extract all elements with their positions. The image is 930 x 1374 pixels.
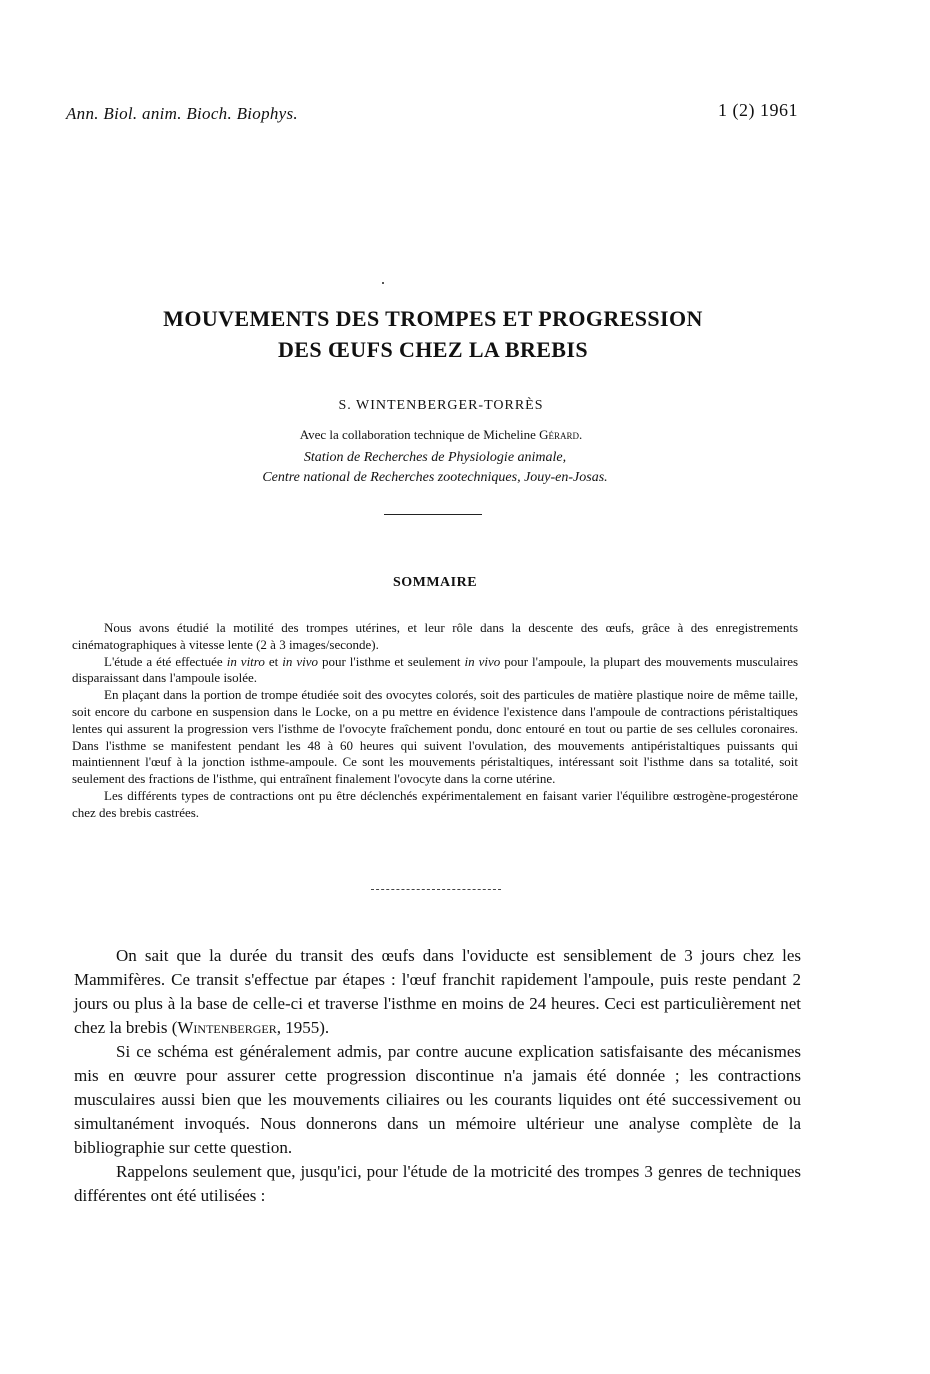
collaboration-suffix: . xyxy=(579,427,583,442)
body-text-run: On sait que la durée du transit des œufs dans l'oviducte est sensiblement de 3 jours chez les Mammifères. Ce transit s'effectue par étapes : l'œuf franchit rapidement l'ampoule, puis reste pendant 2 jours ou plus à la base de celle-ci et traverse l'isthme en moins de 24 heures. Ceci est particulièrement net chez la brebis ( xyxy=(74,946,801,1037)
summary-text-run: L'étude a été effectuée xyxy=(104,653,227,669)
summary-text-run: pour l'ampoule, la plupart des mouvements musculaires disparaissant dans l'ampoule isolée. xyxy=(72,653,799,686)
body-paragraph-1 xyxy=(74,944,801,1040)
collaborator-name: Gérard xyxy=(539,427,580,442)
summary-paragraph-3: En plaçant dans la portion de trompe étudiée soit des ovocytes colorés, soit des particules de matière plastique noire de même taille, soit encore du carbone en suspension dans le Locke, on a pu mettre en évidence l'existence dans l'ampoule de contractions péristaltiques lentes qui assurent la progression vers l'isthme de l'ovocyte fraîchement pondu, donc entouré en tout ou partie de ses cellules coronaires. Dans l'isthme se manifestent pendant les 48 à 60 heures qui suivent l'ovulation, des mouvements antipéristaltiques puissants qui maintiennent l'œuf à la jonction isthme-ampoule. Ce sont les mouvements péristaltiques, intéressant soit l'isthme dans sa totalité, soit seulement des fractions de l'isthme, qui entraînent finalement l'ovocyte dans la corne utérine. xyxy=(72,687,798,787)
citation-author: Wintenberger xyxy=(177,1018,277,1037)
journal-name: Ann. Biol. anim. Bioch. Biophys. xyxy=(66,104,298,123)
summary-heading: SOMMAIRE xyxy=(392,575,478,590)
issue-number: 1 (2) 1961 xyxy=(718,100,798,120)
summary-paragraph-1: Nous avons étudié la motilité des trompes utérines, et leur rôle dans la descente des œufs, grâce à des enregistrements cinématographiques à vitesse lente (2 à 3 images/seconde). xyxy=(72,620,798,652)
summary-text-run: pour l'isthme et seulement xyxy=(318,653,465,669)
summary-italic-run: in vivo xyxy=(282,653,318,669)
summary-paragraph-2 xyxy=(72,654,798,688)
summary-text xyxy=(72,620,798,822)
summary-text-run: et xyxy=(264,653,283,669)
affiliation xyxy=(0,448,870,488)
separator-rule-dashed xyxy=(371,889,501,891)
affiliation-line-2: Centre national de Recherches zootechniques, Jouy-en-Josas. xyxy=(262,470,608,485)
summary-italic-run: in vivo xyxy=(464,653,501,669)
summary-paragraph-4: Les différents types de contractions ont pu être déclenchés expérimentalement en faisant varier l'équilibre œstrogène-progestérone chez des brebis castrées. xyxy=(72,787,798,820)
separator-rule xyxy=(384,514,482,515)
collaboration-prefix: Avec la collaboration technique de Micheline xyxy=(299,427,540,442)
summary-italic-run: in vitro xyxy=(226,653,265,669)
author-name: S. WINTENBERGER-TORRÈS xyxy=(338,398,544,413)
body-paragraph-2: Si ce schéma est généralement admis, par contre aucune explication satisfaisante des mécanismes mis en œuvre pour assurer cette progression discontinue n'a jamais été donnée ; les contractions musculaires aussi bien que les mouvements ciliaires ou les courants liquides ont été successivement ou simultanément invoqués. Nous donnerons dans un mémoire ultérieur une analyse complète de la bibliographie sur cette question. xyxy=(74,1042,801,1157)
decorative-dot xyxy=(382,282,384,284)
body-text-run: , 1955). xyxy=(276,1018,330,1037)
body-paragraph-3: Rappelons seulement que, jusqu'ici, pour l'étude de la motricité des trompes 3 genres de techniques différentes ont été utilisées : xyxy=(74,1162,801,1205)
affiliation-line-1: Station de Recherches de Physiologie animale, xyxy=(303,450,567,465)
article-title xyxy=(0,303,866,365)
body-text xyxy=(74,944,801,1208)
title-line-2: DES ŒUFS CHEZ LA BREBIS xyxy=(278,337,588,362)
title-line-1: MOUVEMENTS DES TROMPES ET PROGRESSION xyxy=(163,306,703,331)
collaboration-note xyxy=(0,427,882,443)
